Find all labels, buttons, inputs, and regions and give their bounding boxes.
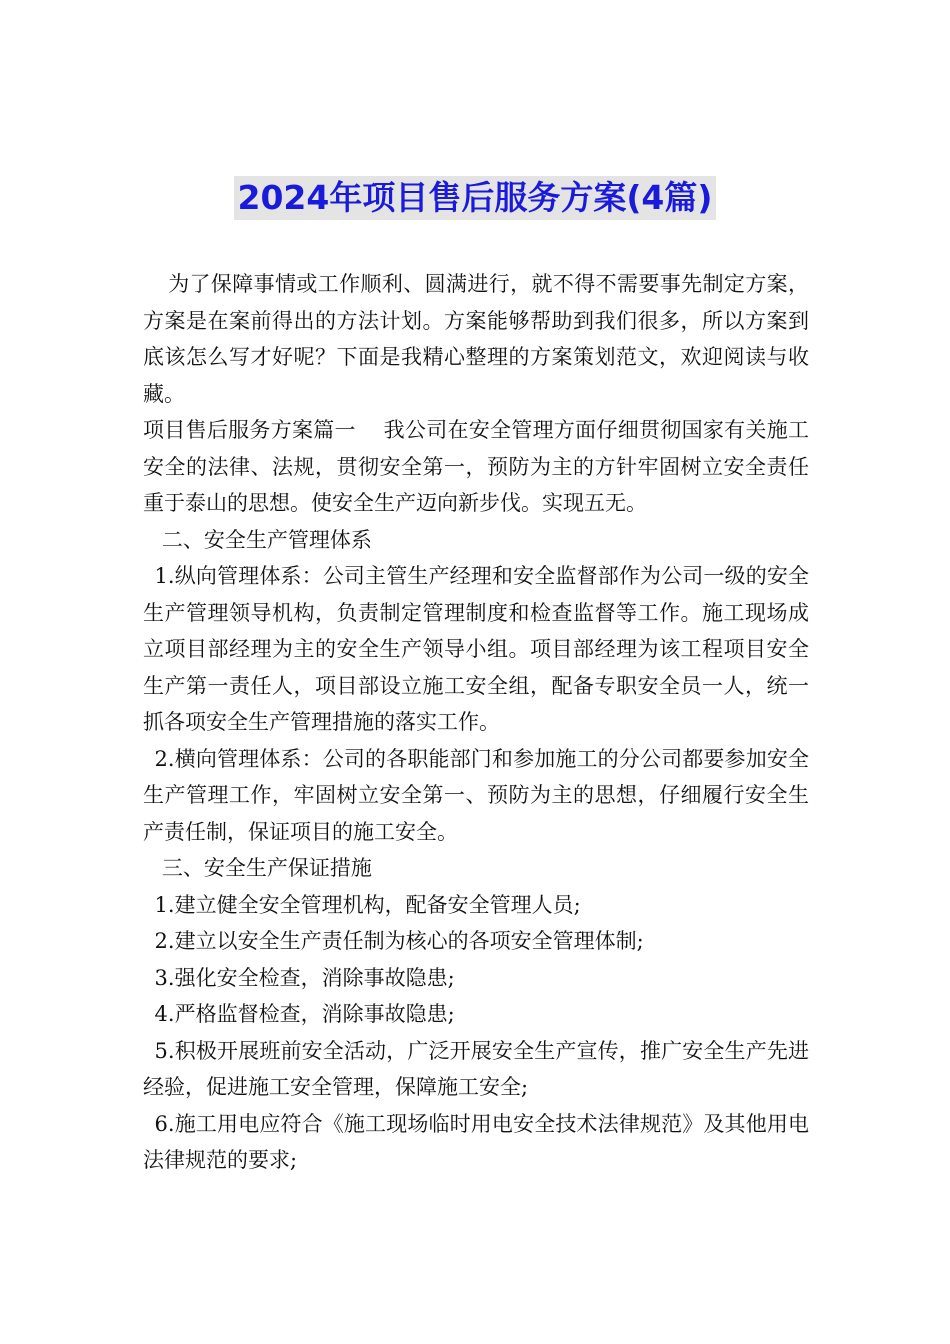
list-item-measure-6: 6.施工用电应符合《施工现场临时用电安全技术法律规范》及其他用电法律规范的要求; <box>143 1111 809 1172</box>
list-item-measure-4: 4.严格监督检查，消除事故隐患; <box>154 1002 455 1026</box>
list-item-measure-3: 3.强化安全检查，消除事故隐患; <box>154 965 455 990</box>
list-item-measure-2: 2.建立以安全生产责任制为核心的各项安全管理体制; <box>154 929 644 953</box>
paragraph-horizontal-system: 2.横向管理体系：公司的各职能部门和参加施工的分公司都要参加安全生产管理工作，牢固树立安全第一、预防为主的思想，仔细履行安全生产责任制，保证项目的施工安全。 <box>143 746 809 844</box>
paragraph-intro: 为了保障事情或工作顺利、圆满进行，就不得不需要事先制定方案，方案是在案前得出的方法计划。方案能够帮助到我们很多，所以方案到底该怎么写才好呢？下面是我精心整理的方案策划范文，欢迎阅读与收藏。 <box>143 272 809 406</box>
paragraph-part-one: 项目售后服务方案篇一 我公司在安全管理方面仔细贯彻国家有关施工安全的法律、法规，贯彻安全第一，预防为主的方针牢固树立安全责任重于泰山的思想。使安全生产迈向新步伐。实现五无。 <box>143 418 809 515</box>
list-item-measure-5: 5.积极开展班前安全活动，广泛开展安全生产宣传，推广安全生产先进经验，促进施工安全管理，保障施工安全; <box>143 1038 809 1099</box>
document-title: 2024年项目售后服务方案(4篇) <box>234 176 717 220</box>
title-container <box>0 176 950 220</box>
heading-section-three: 三、安全生产保证措施 <box>161 856 372 880</box>
paragraph-vertical-system: 1.纵向管理体系：公司主管生产经理和安全监督部作为公司一级的安全生产管理领导机构，负责制定管理制度和检查监督等工作。施工现场成立项目部经理为主的安全生产领导小组。项目部经理为该工程项目安全生产第一责任人，项目部设立施工安全组，配备专职安全员一人，统一抓各项安全生产管理措施的落实工作。 <box>143 564 809 734</box>
document-body <box>143 266 809 1179</box>
list-item-measure-1: 1.建立健全安全管理机构，配备安全管理人员; <box>154 892 581 917</box>
heading-section-two: 二、安全生产管理体系 <box>161 527 372 552</box>
